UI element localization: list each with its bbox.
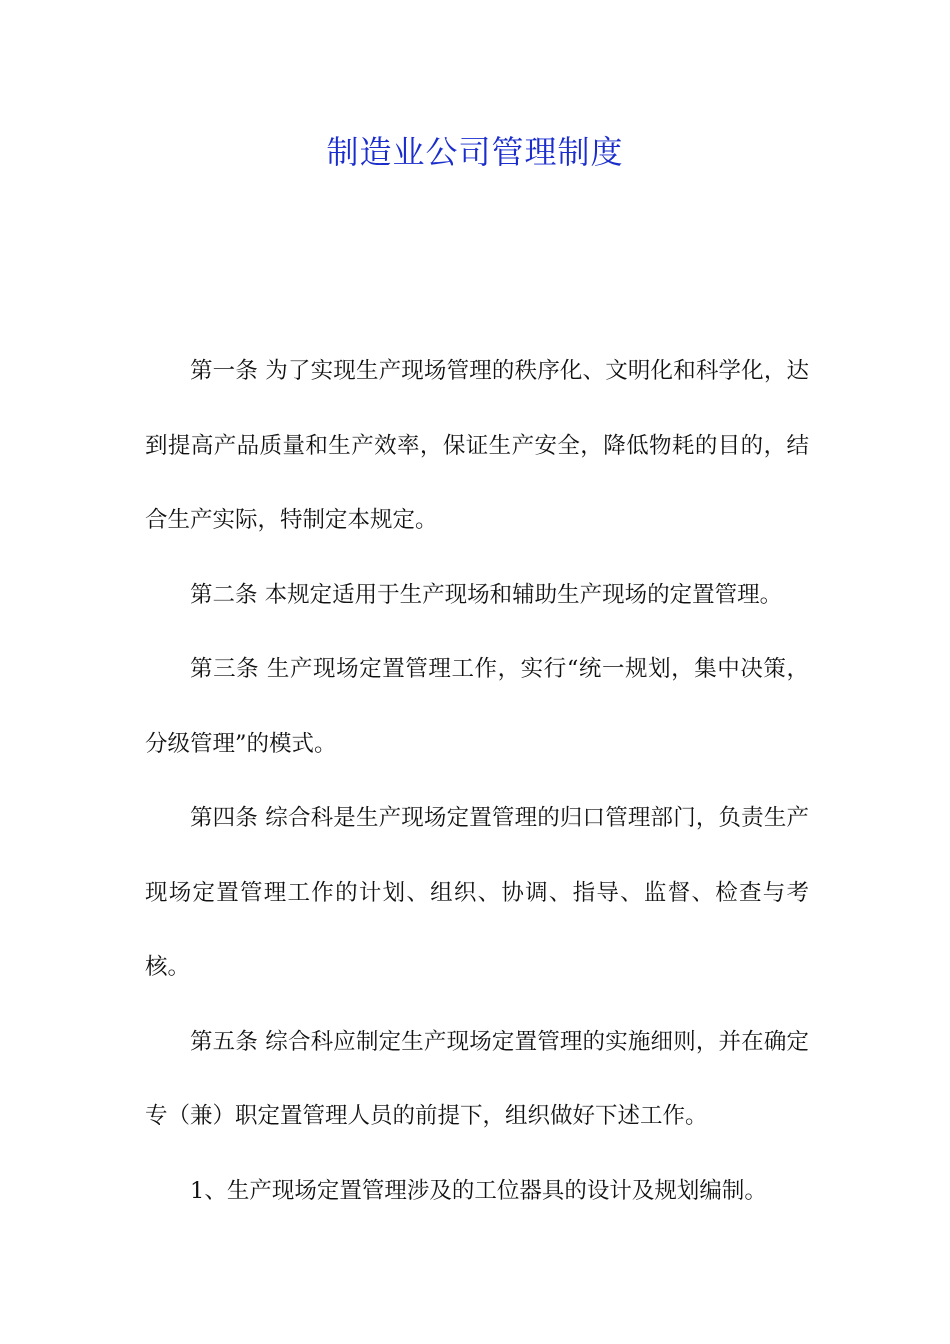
document-body — [145, 334, 809, 1228]
paragraph-article-5: 第五条 综合科应制定生产现场定置管理的实施细则，并在确定专（兼）职定置管理人员的前提下，组织做好下述工作。 — [145, 1028, 809, 1129]
paragraph-article-3: 第三条 生产现场定置管理工作，实行“统一规划，集中决策，分级管理”的模式。 — [145, 656, 809, 757]
document-title: 制造业公司管理制度 — [326, 133, 624, 171]
paragraph-article-4: 第四条 综合科是生产现场定置管理的归口管理部门，负责生产现场定置管理工作的计划、组织、协调、指导、监督、检查与考核。 — [145, 805, 809, 980]
paragraph-item-1: 1、生产现场定置管理涉及的工位器具的设计及规划编制。 — [190, 1177, 767, 1204]
paragraph-article-2: 第二条 本规定适用于生产现场和辅助生产现场的定置管理。 — [190, 581, 783, 608]
paragraph-article-1: 第一条 为了实现生产现场管理的秩序化、文明化和科学化，达到提高产品质量和生产效率，保证生产安全，降低物耗的目的，结合生产实际，特制定本规定。 — [145, 358, 809, 533]
